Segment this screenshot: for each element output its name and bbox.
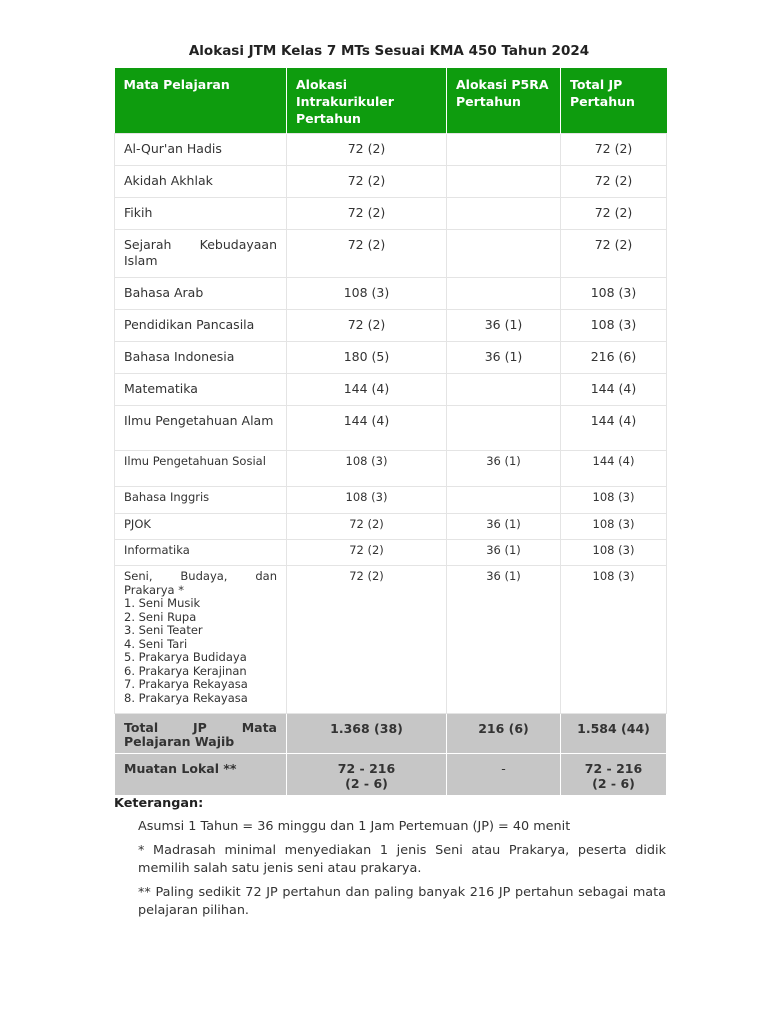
p5ra-cell: 36 (1) (447, 342, 561, 374)
table-row (115, 310, 667, 342)
p5ra-cell: 36 (1) (447, 566, 561, 714)
muatan-lokal-p5ra: - (447, 754, 561, 796)
note-item: ** Paling sedikit 72 JP pertahun dan paling banyak 216 JP pertahun sebagai mata pelajaran pilihan. (138, 885, 666, 918)
note-item: * Madrasah minimal menyediakan 1 jenis Seni atau Prakarya, peserta didik memilih salah satu jenis seni atau prakarya. (138, 843, 666, 876)
p5ra-cell (447, 166, 561, 198)
subject-cell (115, 566, 287, 714)
page-title: Alokasi JTM Kelas 7 MTs Sesuai KMA 450 Tahun 2024 (188, 43, 590, 59)
intrakurikuler-cell: 108 (3) (287, 451, 447, 487)
subject-cell: Ilmu Pengetahuan Sosial (115, 451, 287, 487)
table-header-row (115, 68, 667, 134)
table-row (115, 166, 667, 198)
table-row (115, 278, 667, 310)
total-cell: 144 (4) (561, 451, 667, 487)
subject-label: Seni, Budaya, dan Prakarya * (124, 569, 277, 597)
total-p5ra: 216 (6) (447, 714, 561, 754)
intrakurikuler-cell: 144 (4) (287, 374, 447, 406)
table-row (115, 540, 667, 566)
p5ra-cell (447, 278, 561, 310)
subject-cell: Sejarah Kebudayaan Islam (115, 230, 287, 278)
arts-option: 6. Prakarya Kerajinan (124, 663, 247, 678)
total-label: Total JP Mata Pelajaran Wajib (115, 714, 287, 754)
total-cell: 108 (3) (561, 278, 667, 310)
intrakurikuler-cell: 72 (2) (287, 166, 447, 198)
arts-option: 5. Prakarya Budidaya (124, 650, 247, 664)
intrakurikuler-cell: 72 (2) (287, 230, 447, 278)
p5ra-cell: 36 (1) (447, 514, 561, 540)
intrakurikuler-cell: 72 (2) (287, 134, 447, 166)
p5ra-cell (447, 230, 561, 278)
total-cell: 108 (3) (561, 566, 667, 714)
arts-option: 4. Seni Tari (124, 636, 188, 651)
total-cell: 108 (3) (561, 487, 667, 514)
p5ra-cell: 36 (1) (447, 310, 561, 342)
subject-cell: Akidah Akhlak (115, 166, 287, 198)
muatan-intra-range: 72 - 216 (337, 761, 396, 776)
muatan-total-range-jp: (2 - 6) (592, 776, 635, 791)
table-row (115, 230, 667, 278)
notes-heading: Keterangan: (114, 796, 204, 811)
intrakurikuler-cell: 72 (2) (287, 540, 447, 566)
subject-cell: Bahasa Inggris (115, 487, 287, 514)
table-row (115, 514, 667, 540)
intrakurikuler-cell: 72 (2) (287, 310, 447, 342)
intrakurikuler-cell: 72 (2) (287, 198, 447, 230)
muatan-intra-range-jp: (2 - 6) (345, 776, 388, 791)
note-item: Asumsi 1 Tahun = 36 minggu dan 1 Jam Pertemuan (JP) = 40 menit (138, 819, 571, 834)
total-cell: 72 (2) (561, 230, 667, 278)
total-intrakurikuler: 1.368 (38) (287, 714, 447, 754)
table-row (115, 374, 667, 406)
muatan-lokal-intrakurikuler (287, 754, 447, 796)
subject-cell: Bahasa Arab (115, 278, 287, 310)
total-cell: 108 (3) (561, 540, 667, 566)
muatan-lokal-label: Muatan Lokal ** (115, 754, 287, 796)
intrakurikuler-cell: 72 (2) (287, 566, 447, 714)
subject-cell: PJOK (115, 514, 287, 540)
table-row (115, 198, 667, 230)
total-cell: 144 (4) (561, 374, 667, 406)
total-cell: 108 (3) (561, 514, 667, 540)
total-overall: 1.584 (44) (561, 714, 667, 754)
intrakurikuler-cell: 108 (3) (287, 278, 447, 310)
arts-option: 3. Seni Teater (124, 623, 203, 637)
intrakurikuler-cell: 144 (4) (287, 406, 447, 451)
total-cell: 72 (2) (561, 134, 667, 166)
subject-cell: Ilmu Pengetahuan Alam (115, 406, 287, 451)
subject-cell: Bahasa Indonesia (115, 342, 287, 374)
arts-option: 8. Prakarya Rekayasa (124, 690, 248, 705)
arts-option: 2. Seni Rupa (124, 609, 197, 624)
intrakurikuler-cell: 72 (2) (287, 514, 447, 540)
total-cell: 72 (2) (561, 198, 667, 230)
header-subject: Mata Pelajaran (115, 68, 287, 134)
p5ra-cell (447, 406, 561, 451)
allocation-table (114, 68, 667, 796)
table-row (115, 406, 667, 451)
subject-cell: Al-Qur'an Hadis (115, 134, 287, 166)
p5ra-cell: 36 (1) (447, 451, 561, 487)
header-intrakurikuler: Alokasi Intrakurikuler Pertahun (287, 68, 447, 134)
table-row (115, 566, 667, 714)
p5ra-cell (447, 487, 561, 514)
p5ra-cell (447, 374, 561, 406)
p5ra-cell (447, 134, 561, 166)
arts-option: 7. Prakarya Rekayasa (124, 677, 248, 691)
notes-section (114, 796, 666, 926)
total-cell: 144 (4) (561, 406, 667, 451)
table-row (115, 134, 667, 166)
header-p5ra: Alokasi P5RA Pertahun (447, 68, 561, 134)
subject-cell: Fikih (115, 198, 287, 230)
header-total: Total JP Pertahun (561, 68, 667, 134)
table-row (115, 342, 667, 374)
arts-option: 1. Seni Musik (124, 596, 201, 610)
total-row (115, 714, 667, 754)
p5ra-cell: 36 (1) (447, 540, 561, 566)
subject-cell: Informatika (115, 540, 287, 566)
table-row (115, 451, 667, 487)
intrakurikuler-cell: 108 (3) (287, 487, 447, 514)
muatan-total-range: 72 - 216 (584, 761, 643, 776)
total-cell: 72 (2) (561, 166, 667, 198)
p5ra-cell (447, 198, 561, 230)
total-cell: 108 (3) (561, 310, 667, 342)
subject-cell: Matematika (115, 374, 287, 406)
total-cell: 216 (6) (561, 342, 667, 374)
subject-cell: Pendidikan Pancasila (115, 310, 287, 342)
table-row (115, 487, 667, 514)
muatan-lokal-row (115, 754, 667, 796)
intrakurikuler-cell: 180 (5) (287, 342, 447, 374)
muatan-lokal-total (561, 754, 667, 796)
